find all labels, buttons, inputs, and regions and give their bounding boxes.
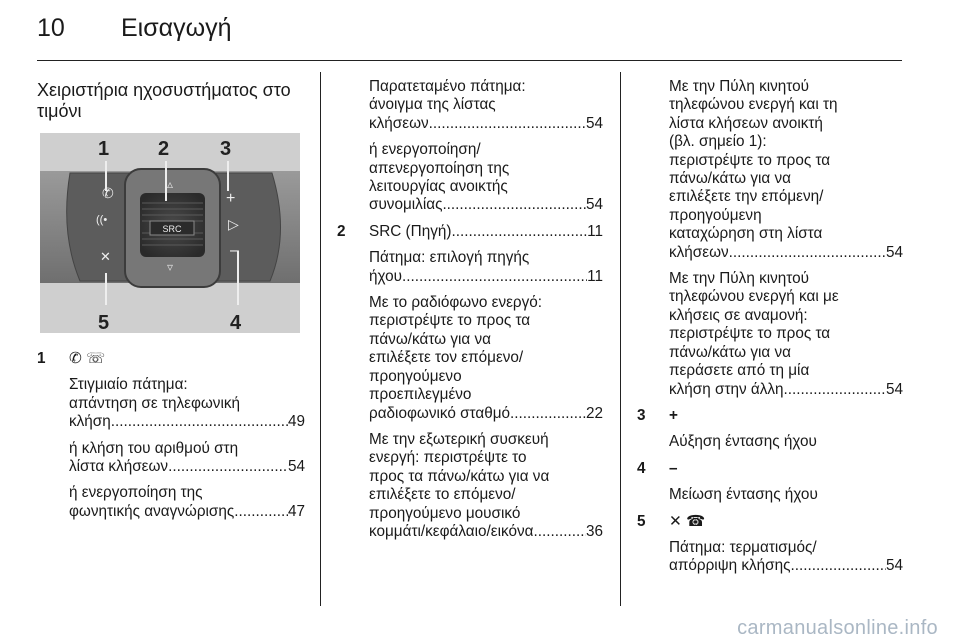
mute-hangup-icon: ✕ ☎ [669, 512, 706, 530]
section-title: Χειριστήρια ηχοσυστήματος στο τιμόνι [37, 80, 291, 121]
plus-icon: + [669, 406, 678, 424]
item-1: 1 ✆ ☏ Στιγμιαίο πάτημα: απάντηση σε τηλεφωνική κλήση ..... 49 ή κλήση του αριθμού στη λίστα κλήσεων ..... 54 ή ενεργοποίηση της φωνητικής αναγνώρισης ..... 47 [37, 350, 305, 521]
column-3: Με την Πύλη κινητού τηλεφώνου ενεργή και τη λίστα κλήσεων ανοικτή (βλ. σημείο 1): περιστρέψτε το προς τα πάνω/κάτω για να επιλέξετε την επόμενη/ προηγούμενη καταχώρηση στη λίστα κλήσεων ..... 54 Με την Πύλη κινητού τηλεφώνου ενεργή και με κλήσεις σε αναμονή: περιστρέψτε το προς τα πάνω/κάτω για να περάσετε από τη μία κλήση στην άλλη ..... 54 3 + Αύξηση έντασης ήχου 4 – Μείωση έντασης ήχου 5 ✕ ☎ Πάτημα: τερματισμός/ απόρριψη κλήσης ..... 54 [637, 78, 903, 584]
item-number: 1 [37, 350, 46, 367]
svg-text:✕: ✕ [100, 249, 111, 264]
src-label: SRC [162, 224, 182, 234]
chapter-title: Εισαγωγή [121, 14, 232, 42]
steering-controls-figure [40, 133, 300, 333]
item-2: 2 SRC (Πηγή) ..... 11 Πάτημα: επιλογή πηγής ήχου ..... 11 Με το ραδιόφωνο ενεργό: περιστρέψτε το προς τα πάνω/κάτω για να επιλέξετε τον επόμενο/ προηγούμενο προεπιλεγμένο ραδιοφωνικό σταθμό ..... 22 Με την εξωτερική συσκευή ενεργή: περιστρέψτε το προς τα πάνω/κάτω για να επιλέξετε το επόμενο/ προηγούμενο μουσικό κομμάτι/κεφάλαιο/εικόνα ..... 36 [337, 223, 603, 542]
svg-text:✆: ✆ [102, 185, 114, 201]
phone-icon: ✆ ☏ [69, 350, 106, 367]
watermark: carmanualsonline.info [737, 617, 938, 639]
page-number: 10 [37, 14, 65, 42]
column-divider [320, 72, 321, 606]
column-2: Παρατεταμένο πάτημα: άνοιγμα της λίστας κλήσεων ..... 54 ή ενεργοποίηση/ απενεργοποίηση της λειτουργίας ανοικτής συνομιλίας ..... 54 2 SRC (Πηγή) ..... 11 Πάτημα: επιλογή πηγής ήχου ..... 11 Με το ραδιόφωνο ενεργό: περιστρέψτε το προς τα πάνω/κάτω για να επιλέξετε τον επόμενο/ προηγούμενο προεπιλεγμένο ραδιοφωνικό σταθμό ..... 22 Με την εξωτερική συσκευή ενεργή: περιστρέψτε το προς τα πάνω/κάτω για να επιλέξετε το επόμενο/ προηγούμενο μουσικό κομμάτι/κεφάλαιο/εικόνα ..... 36 [337, 78, 603, 549]
svg-text:▿: ▿ [166, 260, 174, 274]
minus-icon: – [669, 459, 678, 477]
item-number: 2 [337, 222, 346, 240]
callout-5: 5 [98, 312, 110, 333]
column-1 [37, 350, 305, 529]
callout-3: 3 [220, 138, 232, 160]
svg-text:+: + [226, 190, 236, 207]
item-3: 3 + Αύξηση έντασης ήχου [637, 406, 817, 451]
callout-2: 2 [158, 138, 170, 160]
item-4: 4 – Μείωση έντασης ήχου [637, 459, 818, 504]
svg-text:–: – [230, 242, 239, 259]
callout-1: 1 [98, 138, 110, 160]
svg-text:▵: ▵ [166, 177, 174, 191]
header-rule [37, 60, 902, 61]
callout-4: 4 [230, 312, 242, 333]
svg-text:▷: ▷ [228, 216, 239, 232]
svg-text:((•: ((• [96, 214, 108, 226]
page-header [37, 14, 232, 43]
column-divider [620, 72, 621, 606]
item-5: 5 ✕ ☎ Πάτημα: τερματισμός/ απόρριψη κλήσης ..... 54 [637, 513, 903, 576]
